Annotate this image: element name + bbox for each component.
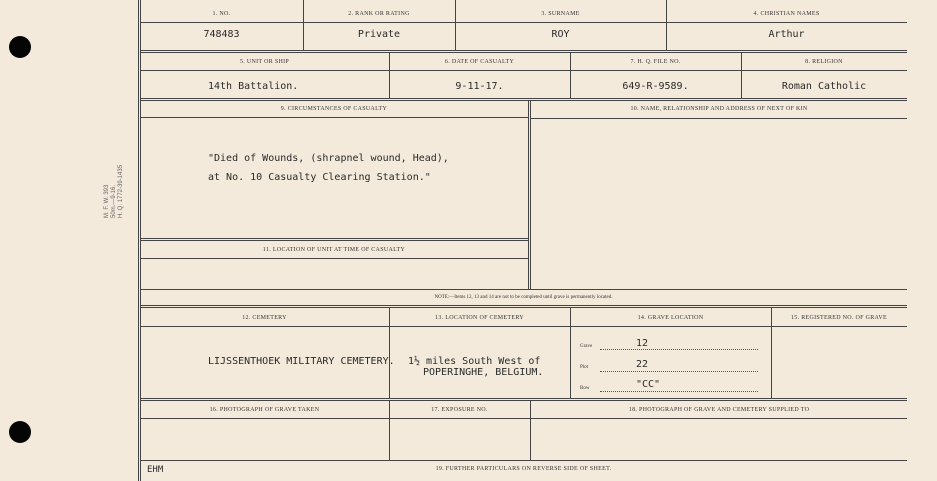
label-surname: 3. SURNAME xyxy=(541,11,580,17)
punch-hole-bottom xyxy=(9,421,31,443)
plot-dotline xyxy=(600,371,758,372)
row5-divider xyxy=(140,418,907,419)
location-top-1 xyxy=(140,238,529,239)
label-date: 6. DATE OF CASUALTY xyxy=(444,59,515,65)
grave-dotline xyxy=(600,349,758,350)
label-exposure: 17. EXPOSURE NO. xyxy=(431,407,488,413)
label-christian-names: 4. CHRISTIAN NAMES xyxy=(753,11,820,17)
value-cemetery-location-line1: 1½ miles South West of xyxy=(408,356,541,367)
label-registered-no: 15. REGISTERED NO. OF GRAVE xyxy=(791,315,887,321)
label-grave: Grave xyxy=(580,344,593,349)
value-circumstances-line2: at No. 10 Casualty Clearing Station." xyxy=(208,172,431,183)
row4-bottom xyxy=(140,398,907,399)
row5-top xyxy=(140,400,907,401)
label-unit: 5. UNIT OR SHIP xyxy=(239,59,290,65)
note-top xyxy=(140,289,907,290)
label-row: Row xyxy=(580,386,590,391)
value-cemetery-location-line2: POPERINGHE, BELGIUM. xyxy=(423,367,544,378)
value-hq-file: 649-R-9589. xyxy=(622,81,689,92)
row1-divider xyxy=(140,22,907,23)
row2-bottom xyxy=(140,98,907,99)
location-divider xyxy=(140,258,529,259)
value-grave: 12 xyxy=(636,338,649,349)
row3-col-sep-b xyxy=(530,100,531,289)
row3-top xyxy=(140,100,907,101)
margin-print: M. F. W. 393 50m.—9-16. H. Q. 1772-39-1435 xyxy=(104,164,124,218)
label-cemetery: 12. CEMETERY xyxy=(242,315,287,321)
row1-bottom xyxy=(140,50,907,51)
footer-initials: EHM xyxy=(147,465,164,475)
label-photo-supplied: 18. PHOTOGRAPH OF GRAVE AND CEMETERY SUPPLIED TO xyxy=(628,407,810,413)
row3-divider-left xyxy=(140,117,529,118)
label-location-cemetery: 13. LOCATION OF CEMETERY xyxy=(435,315,524,321)
note-bottom-2 xyxy=(140,307,907,308)
value-row: "CC" xyxy=(636,379,661,390)
label-religion: 8. RELIGION xyxy=(805,59,843,65)
label-circumstances: 9. CIRCUMSTANCES OF CASUALTY xyxy=(280,106,388,112)
row2-top xyxy=(140,52,907,53)
label-location-unit: 11. LOCATION OF UNIT AT TIME OF CASUALTY xyxy=(262,247,406,253)
label-next-of-kin: 10. NAME, RELATIONSHIP AND ADDRESS OF NEXT OF KIN xyxy=(630,106,808,112)
label-photograph-taken: 16. PHOTOGRAPH OF GRAVE TAKEN xyxy=(209,407,320,413)
row1-col-sep-2 xyxy=(455,0,456,51)
label-rank: 2. RANK OR RATING xyxy=(348,11,410,17)
value-plot: 22 xyxy=(636,359,649,370)
value-surname: ROY xyxy=(551,29,570,40)
row4-divider xyxy=(140,326,907,327)
label-hq-file: 7. H. Q. FILE NO. xyxy=(630,59,681,65)
value-rank: Private xyxy=(357,29,401,40)
value-no: 748483 xyxy=(203,29,240,40)
row3-col-sep-a xyxy=(528,100,529,289)
row1-col-sep-1 xyxy=(303,0,304,51)
punch-hole-top xyxy=(9,36,31,58)
note-bottom xyxy=(140,305,907,306)
value-unit: 14th Battalion. xyxy=(208,81,299,92)
value-date: 9-11-17. xyxy=(455,81,504,92)
value-religion: Roman Catholic xyxy=(781,81,867,92)
left-border-1 xyxy=(138,0,139,481)
footer-further-particulars: 19. FURTHER PARTICULARS ON REVERSE SIDE OF SHEET. xyxy=(435,466,612,472)
row3-divider-right xyxy=(531,118,907,119)
row-dotline xyxy=(600,391,758,392)
row1-col-sep-3 xyxy=(666,0,667,51)
label-plot: Plot xyxy=(580,365,589,370)
value-christian-names: Arthur xyxy=(768,29,805,40)
label-grave-location: 14. GRAVE LOCATION xyxy=(637,315,704,321)
value-cemetery: LIJSSENTHOEK MILITARY CEMETERY. xyxy=(208,356,395,367)
row5-bottom xyxy=(140,460,907,461)
note-text: NOTE:—Items 12, 13 and 14 are not to be completed until grave is permanently located. xyxy=(434,295,613,300)
value-circumstances-line1: "Died of Wounds, (shrapnel wound, Head), xyxy=(208,153,449,164)
row2-divider xyxy=(140,70,907,71)
label-no: 1. NO. xyxy=(212,11,231,17)
location-top-2 xyxy=(140,240,529,241)
